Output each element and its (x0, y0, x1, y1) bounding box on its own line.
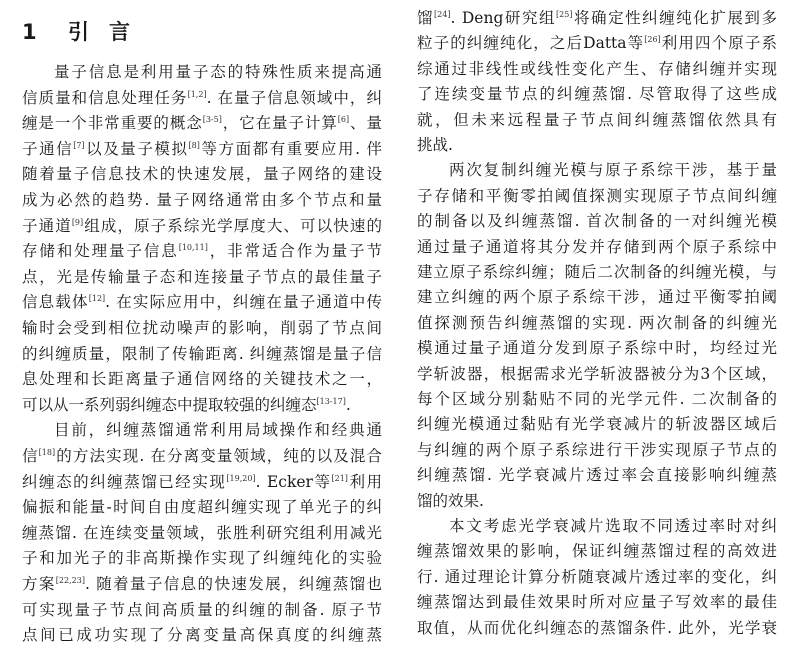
text-line (417, 84, 777, 104)
line-text: 等方面都有重要应用. 伴 (199, 139, 382, 158)
line-text: 纠缠态的纠缠蒸馏已经实现 (22, 472, 227, 491)
line-text: . (345, 395, 351, 414)
line-text: 缠是一个非常重要的概念 (22, 114, 203, 133)
text-line (22, 395, 382, 415)
line-text: 方案 (22, 575, 56, 593)
section-number: 1 (22, 20, 39, 44)
text-line (417, 59, 777, 79)
line-text: 了连续变量节点的纠缠蒸馏. 尽管取得了这些成 (417, 85, 777, 104)
line-text: . Ecker等 (255, 472, 332, 491)
line-text: ，它在量子计算 (221, 114, 338, 133)
citation-ref: [9] (71, 217, 84, 227)
text-line (22, 113, 382, 133)
line-text: 信 (22, 447, 39, 465)
text-line (417, 33, 777, 53)
text-line (22, 267, 382, 287)
text-line (22, 574, 382, 594)
text-line (417, 618, 777, 638)
citation-ref: [6] (337, 115, 350, 125)
line-text: 利用 (347, 472, 382, 491)
text-line (417, 313, 777, 333)
text-line (417, 338, 777, 358)
citation-ref: [19,20] (226, 473, 256, 483)
line-text: 两次复制纠缠光模与原子系综干涉，基于量 (449, 161, 777, 180)
line-text: 馏 (417, 9, 435, 27)
text-line (417, 237, 777, 257)
text-line (417, 110, 777, 130)
line-text: 子存储和平衡零拍阈值探测实现原子节点间纠缠 (417, 186, 777, 205)
text-line (417, 440, 777, 460)
line-text: 模通过量子通道分发到原子系综中时，均经过光 (417, 339, 777, 358)
text-line (417, 389, 777, 409)
text-line (22, 241, 382, 261)
line-text: 挑战. (417, 136, 453, 154)
citation-ref: [21] (331, 473, 348, 483)
line-text: 缠蒸馏效果的影响，保证纠缠蒸馏过程的高效进 (417, 542, 777, 561)
text-line (417, 567, 777, 587)
text-line (22, 446, 382, 466)
line-text: 本文考虑光学衰减片选取不同透过率时对纠 (449, 517, 777, 535)
text-line (22, 600, 382, 620)
text-line (417, 414, 777, 434)
section-heading (22, 16, 150, 46)
text-line (22, 497, 382, 517)
line-text: 的纠缠质量，限制了传输距离. 纠缠蒸馏是量子信 (22, 344, 382, 363)
citation-ref: [13-17] (316, 396, 346, 406)
line-text: 学斩波器，根据需求光学斩波器被分为3个区域， (417, 364, 777, 383)
citation-ref: [1,2] (187, 89, 207, 99)
text-line (54, 420, 382, 440)
text-line (417, 465, 777, 485)
text-line (22, 369, 382, 389)
text-line (22, 88, 382, 108)
text-line (417, 287, 777, 307)
text-line (22, 216, 382, 236)
line-text: 目前，纠缠蒸馏通常利用局域操作和经典通 (54, 421, 382, 440)
text-line (417, 541, 777, 561)
line-text: 信质量和信息处理任务 (22, 88, 188, 107)
citation-ref: [8] (188, 140, 200, 150)
line-text: . 在实际应用中，纠缠在量子通道中传 (105, 293, 382, 312)
line-text: 成为必然的趋势. 量子网络通常由多个节点和量 (22, 191, 382, 209)
line-text: 组成，原子系综光学厚度大、可以快速的 (83, 216, 382, 235)
text-line (22, 523, 382, 543)
line-text: 建立纠缠的两个原子系综干涉，通过平衡零拍阈 (417, 288, 777, 307)
line-text: 值探测预告纠缠蒸馏的实现. 两次制备的纠缠光 (417, 313, 777, 332)
text-line (54, 62, 382, 82)
text-line (417, 364, 777, 384)
line-text: 粒子的纠缠纯化，之后Datta等 (417, 34, 645, 53)
text-line (22, 344, 382, 364)
line-text: 随着量子信息技术的快速发展，量子网络的建设 (22, 165, 382, 184)
citation-ref: [7] (73, 140, 85, 150)
text-line (22, 164, 382, 184)
line-text: . 在量子信息领域中，纠 (206, 88, 382, 107)
line-text: 以及量子模拟 (84, 139, 189, 158)
line-text: . 随着量子信息的快速发展，纠缠蒸馏也 (84, 575, 382, 593)
line-text: 利用四个原子系 (660, 34, 777, 53)
section-title (68, 20, 150, 44)
line-text: 子通信 (22, 139, 74, 158)
line-text: 、量 (349, 114, 382, 133)
citation-ref: [3-5] (202, 115, 222, 125)
text-line (417, 491, 777, 511)
text-line (22, 139, 382, 159)
text-line (22, 318, 382, 338)
line-text: 综通过非线性或线性变化产生、存储纠缠并实现 (417, 59, 777, 78)
text-line (449, 160, 777, 180)
line-text: 馏的效果. (417, 491, 484, 510)
line-text: 子和加光子的非高斯操作实现了纠缠纯化的实验 (22, 549, 382, 568)
line-text: 行. 通过理论计算分析随衰减片透过率的变化，纠 (417, 567, 777, 586)
line-text: ，非常适合作为量子节 (207, 242, 382, 261)
line-text: 纠缠蒸馏. 光学衰减片透过率会直接影响纠缠蒸 (417, 466, 777, 485)
line-text: 子通道 (22, 216, 72, 235)
citation-ref: [24] (434, 9, 451, 19)
line-text: 点间已成功实现了分离变量高保真度的纠缠蒸 (22, 626, 382, 645)
line-text: 通过量子通道将其分发并存储到两个原子系综中 (417, 237, 777, 256)
text-line (22, 292, 382, 312)
text-line (417, 592, 777, 612)
line-text: 每个区域分别黏贴不同的光学元件. 二次制备的 (417, 390, 777, 408)
line-text: 信息载体 (22, 293, 89, 312)
text-line (417, 211, 777, 231)
line-text: 输时会受到相位扰动噪声的影响，削弱了节点间 (22, 319, 382, 337)
text-line (417, 186, 777, 206)
line-text: 取值，从而优化纠缠态的蒸馏条件. 此外，光学衰 (417, 618, 777, 637)
line-text: 点，光是传输量子态和连接量子节点的最佳量子 (22, 267, 382, 286)
text-line (22, 190, 382, 210)
line-text: 的制备以及纠缠蒸馏. 首次制备的一对纠缠光模 (417, 212, 777, 231)
line-text: 缠蒸馏. 在连续变量领域，张胜利研究组利用减光 (22, 523, 382, 542)
citation-ref: [18] (38, 447, 56, 457)
line-text: 就，但未来远程量子节点间纠缠蒸馏依然具有 (417, 110, 777, 129)
line-text: 纠缠光模通过黏贴有光学衰减片的斩波器区域后 (417, 415, 777, 434)
citation-ref: [22,23] (55, 575, 85, 585)
citation-ref: [12] (88, 294, 106, 304)
line-text: 与纠缠的两个原子系综进行干涉实现原子节点的 (417, 440, 777, 459)
line-text: 可以从一系列弱纠缠态中提取较强的纠缠态 (22, 395, 317, 414)
line-text: 可实现量子节点间高质量的纠缠的制备. 原子节 (22, 600, 382, 619)
citation-ref: [26] (644, 35, 661, 45)
text-line (417, 135, 777, 155)
line-text: 的方法实现. 在分离变量领域，纯的以及混合 (55, 447, 382, 465)
line-text: 偏振和能量-时间自由度超纠缠实现了单光子的纠 (22, 498, 382, 517)
section-title-char: 言 (108, 20, 132, 44)
line-text: 存储和处理量子信息 (22, 242, 179, 261)
line-text: 建立原子系综纠缠；随后二次制备的纠缠光模，与 (417, 263, 777, 281)
text-line (22, 472, 382, 492)
text-line (417, 8, 777, 28)
text-line (449, 516, 777, 536)
text-line (22, 625, 382, 645)
section-title-char: 引 (67, 20, 91, 44)
line-text: 息处理和长距离量子通信网络的关键技术之一， (22, 370, 382, 389)
citation-ref: [25] (556, 9, 573, 19)
line-text: . Deng研究组 (450, 9, 557, 27)
line-text: 量子信息是利用量子态的特殊性质来提高通 (54, 63, 382, 81)
line-text: 缠蒸馏达到最佳效果时所对应量子写效率的最佳 (417, 593, 777, 612)
line-text: 将确定性纠缠纯化扩展到多 (572, 9, 777, 27)
citation-ref: [10,11] (178, 243, 208, 253)
text-line (22, 548, 382, 568)
text-line (417, 262, 777, 282)
